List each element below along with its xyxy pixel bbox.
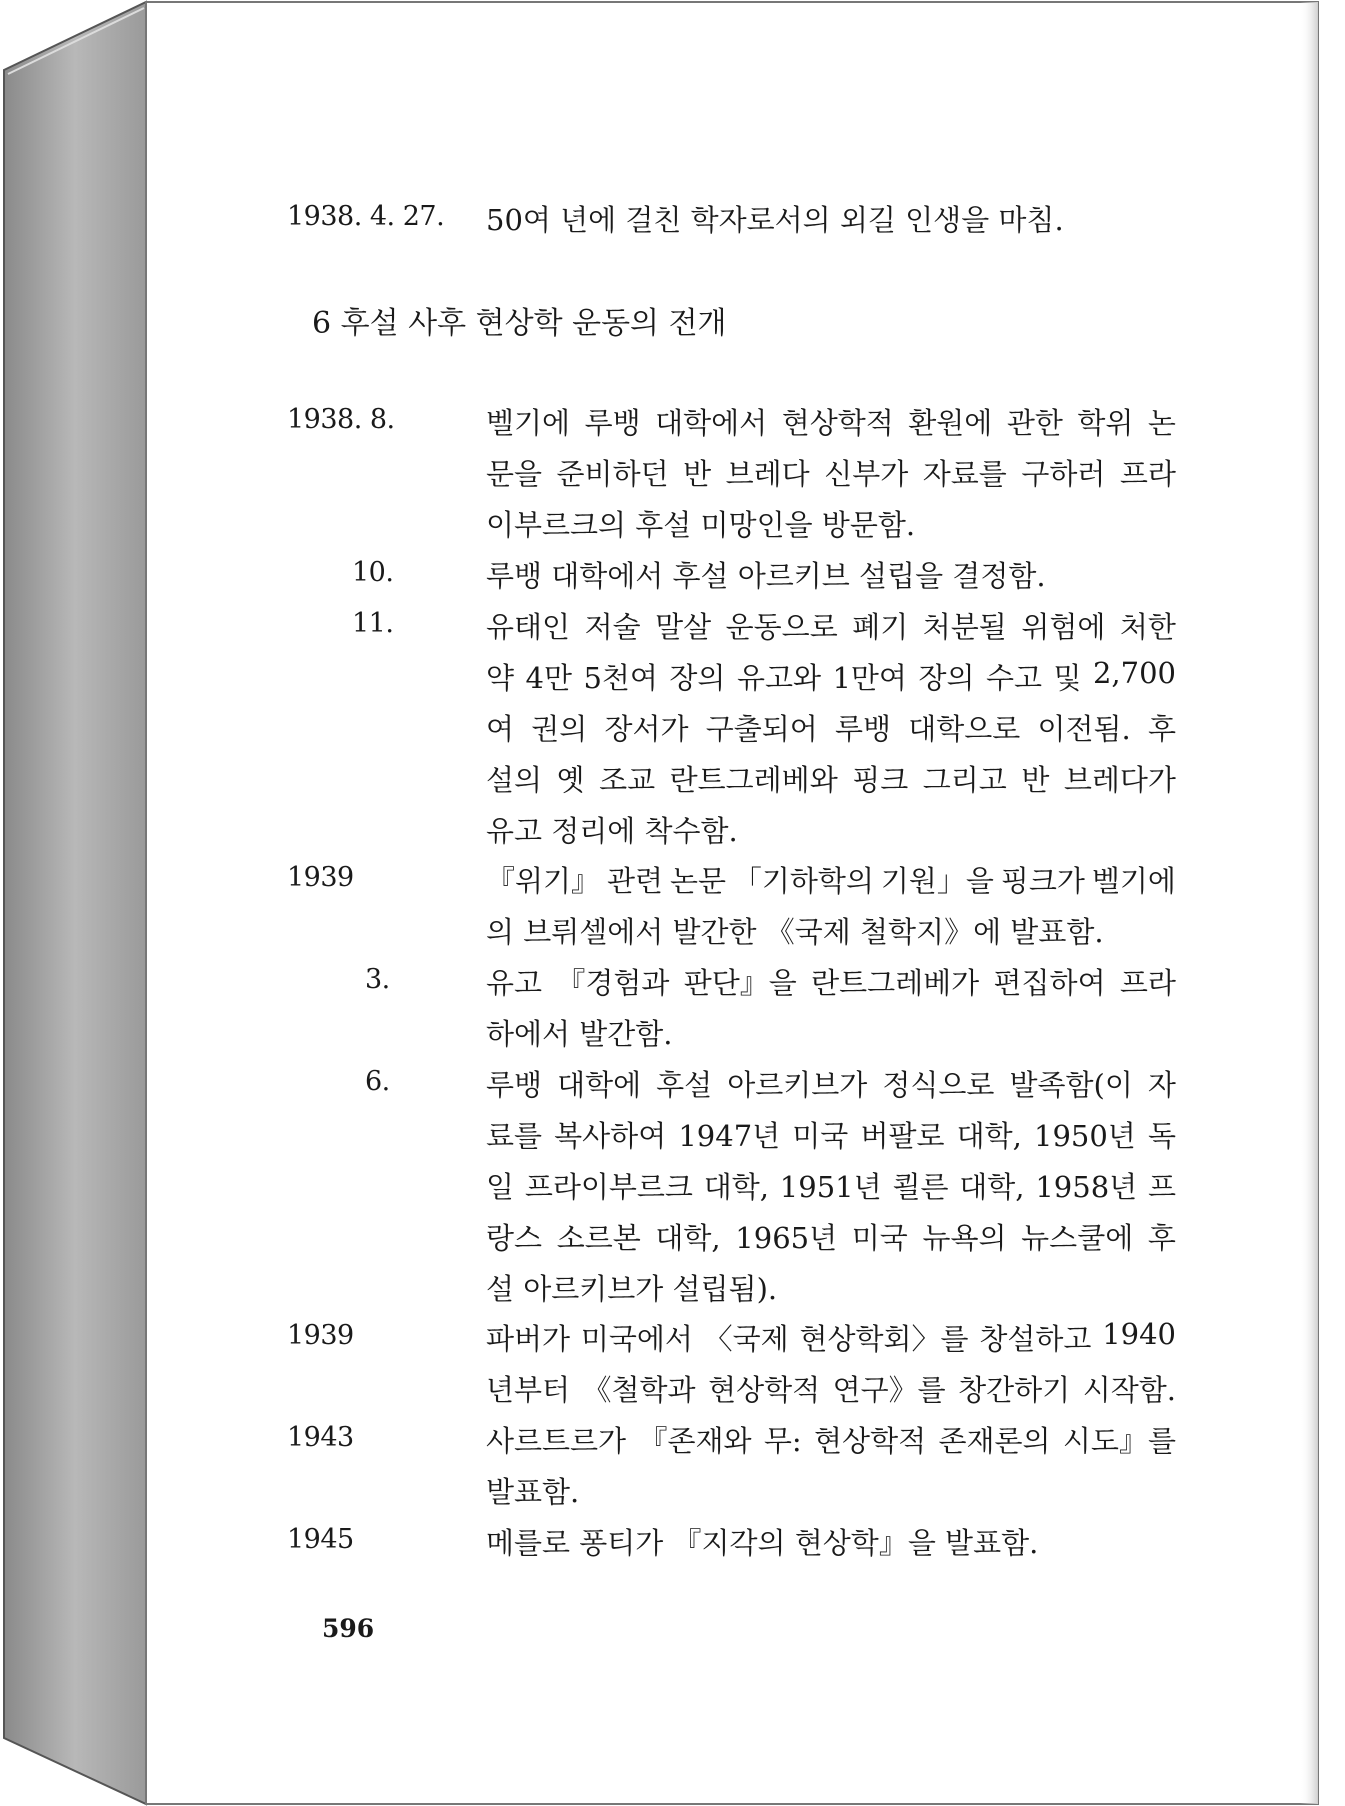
word: 논 [1147,406,1176,440]
word: 뉴스쿨에 [1021,1221,1134,1255]
word: 문을 [486,457,543,491]
entry-text-line: 이부르크의 후설 미망인을 방문함. [486,508,916,542]
entry-text-line: 설 아르키브가 설립됨). [486,1272,778,1306]
entry-date: 1939 [287,1320,354,1351]
word: 무: [763,1424,802,1458]
word: 5천여 [583,661,658,695]
entry-text-line [486,452,1176,493]
word: 1940 [1102,1317,1176,1351]
word: 편집하여 [993,966,1106,1000]
word: 논문 [669,864,726,898]
word: 년부터 [486,1373,571,1407]
word: 수고 [985,661,1042,695]
word: 현상학적 [708,1373,821,1407]
entry-text-line [486,758,1176,799]
word: 란트그레베와 [669,763,838,797]
entry-date: 11. [352,608,394,639]
word: 장의 [918,661,975,695]
word: 「기하학의 [732,864,874,898]
entry-text-line [486,1368,1176,1409]
word: 프라 [1119,457,1176,491]
entry-date: 1938. 4. 27. [287,201,445,232]
word: 소르본 [556,1221,641,1255]
word: 1947년 [678,1119,781,1153]
word: 일 [486,1170,515,1204]
entry-date: 1945 [287,1524,354,1555]
word: 프 [1147,1170,1176,1204]
entry-text-line [486,859,1176,900]
word: 1950년 [1034,1119,1136,1153]
word: 약 [486,661,515,695]
entry-text-line [486,961,1176,1002]
word: 루뱅 [834,712,891,746]
word: 판단』을 [683,966,797,1000]
word: 후 [1147,712,1176,746]
word: 『경험과 [556,966,670,1000]
word: 복사하여 [554,1119,667,1153]
word: 뉴욕의 [922,1221,1007,1255]
word: 후 [1147,1221,1176,1255]
word: 프라이부르크 [524,1170,693,1204]
word: 구출되어 [705,712,818,746]
word: 및 [1053,661,1082,695]
word: 란트그레베가 [811,966,980,1000]
word: 신부가 [824,457,909,491]
word: 1958년 [1035,1170,1138,1204]
word: 처분될 [922,610,1007,644]
word: 프라 [1119,966,1176,1000]
word: 학위 [1077,406,1134,440]
word: 연구》를 [832,1373,946,1407]
word: 시도』를 [1062,1424,1176,1458]
word: 브레다 [725,457,810,491]
word: 반 [683,457,712,491]
word: 현상학적 [781,406,894,440]
word: 독 [1147,1119,1176,1153]
word: 현상학적 [814,1424,927,1458]
word: 자료를 [922,457,1007,491]
word: 대학에 [557,1068,642,1102]
entry-text-line [486,1114,1176,1155]
entry-text-line: 50여 년에 걸친 학자로서의 외길 인생을 마침. [486,203,1064,237]
entry-text-line [486,401,1176,442]
word: 〈국제 [703,1322,789,1356]
word: 후설 [656,1068,713,1102]
word: 환원에 [908,406,993,440]
entry-text-line: 메를로 퐁티가 『지각의 현상학』을 발표함. [486,1526,1039,1560]
entry-text-line: 하에서 발간함. [486,1017,673,1051]
word: 장서가 [604,712,689,746]
word: 아르키브가 [727,1068,868,1102]
word: 여 [486,712,515,746]
word: 이전됨. [1037,712,1131,746]
entry-date: 1943 [287,1422,354,1453]
entry-date: 3. [365,964,390,995]
book-spine [4,2,146,1804]
entry-text-line [486,1216,1176,1257]
word: 준비하던 [556,457,669,491]
word: 유고 [486,966,543,1000]
word: 핑크 [852,763,909,797]
word: 미국에서 [580,1322,693,1356]
word: 그리고 [922,763,1007,797]
entry-text-line [486,1419,1176,1460]
word: 관련 [606,864,663,898]
word: 반 [1021,763,1050,797]
word: 핑크가 [1000,864,1085,898]
page-number: 596 [322,1614,375,1643]
word: 미국 [851,1221,908,1255]
word: 사르트르가 [486,1424,627,1458]
word: 창간하기 [958,1373,1071,1407]
word: 대학으로 [908,712,1021,746]
entry-text-line: 유고 정리에 착수함. [486,814,738,848]
word: 대학, [956,1119,1022,1153]
word: 권의 [531,712,588,746]
word: 2,700 [1092,656,1176,690]
word: 저술 [584,610,641,644]
word: 존재론의 [938,1424,1051,1458]
word: 설의 [486,763,543,797]
word: 1965년 [735,1221,838,1255]
entry-text-line [486,1165,1176,1206]
word: 조교 [599,763,656,797]
word: 말살 [655,610,712,644]
word: 시작함. [1082,1373,1176,1407]
word: 처한 [1119,610,1176,644]
entry-date: 10. [352,557,394,588]
word: 벨기에 [1091,864,1176,898]
word: 『위기』 [486,864,601,898]
word: 폐기 [852,610,909,644]
word: 유고와 [736,661,821,695]
word: 자 [1147,1068,1176,1102]
entry-text-line: 의 브뤼셀에서 발간한 《국제 철학지》에 발표함. [486,915,1104,949]
word: 옛 [556,763,585,797]
word: 루뱅 [584,406,641,440]
entry-text-line: 발표함. [486,1475,580,1509]
word: 버팔로 [860,1119,945,1153]
word: 구하러 [1021,457,1106,491]
word: 루뱅 [486,1068,543,1102]
entry-date: 1938. 8. [287,404,395,435]
word: 벨기에 [486,406,571,440]
word: 대학, [959,1170,1025,1204]
section-heading: 6 후설 사후 현상학 운동의 전개 [312,306,727,341]
word: 현상학회〉를 [799,1322,969,1356]
word: 브레다가 [1063,763,1176,797]
word: 미국 [792,1119,849,1153]
entry-text-line [486,707,1176,748]
word: 관한 [1006,406,1063,440]
word: 파버가 [486,1322,571,1356]
word: 기원」을 [880,864,994,898]
word: 발족함(이 [1009,1068,1133,1102]
word: 4만 [525,661,572,695]
entry-text-line [486,656,1176,697]
word: 《철학과 [582,1373,696,1407]
word: 정식으로 [882,1068,995,1102]
entry-text-line [486,1317,1176,1358]
word: 『존재와 [638,1424,752,1458]
word: 창설하고 [979,1322,1092,1356]
word: 쾰른 [892,1170,949,1204]
entry-date: 6. [365,1066,390,1097]
entry-text-line [486,1063,1176,1104]
word: 대학, [703,1170,769,1204]
word: 운동으로 [725,610,838,644]
word: 1만여 [832,661,907,695]
word: 대학, [655,1221,721,1255]
word: 대학에서 [655,406,768,440]
word: 랑스 [486,1221,543,1255]
entry-text-line: 루뱅 대학에서 후설 아르키브 설립을 결정함. [486,559,1046,593]
word: 료를 [486,1119,543,1153]
entry-text-line [486,605,1176,646]
word: 1951년 [779,1170,882,1204]
word: 유태인 [486,610,571,644]
word: 장의 [669,661,726,695]
word: 위험에 [1021,610,1106,644]
entry-date: 1939 [287,862,354,893]
